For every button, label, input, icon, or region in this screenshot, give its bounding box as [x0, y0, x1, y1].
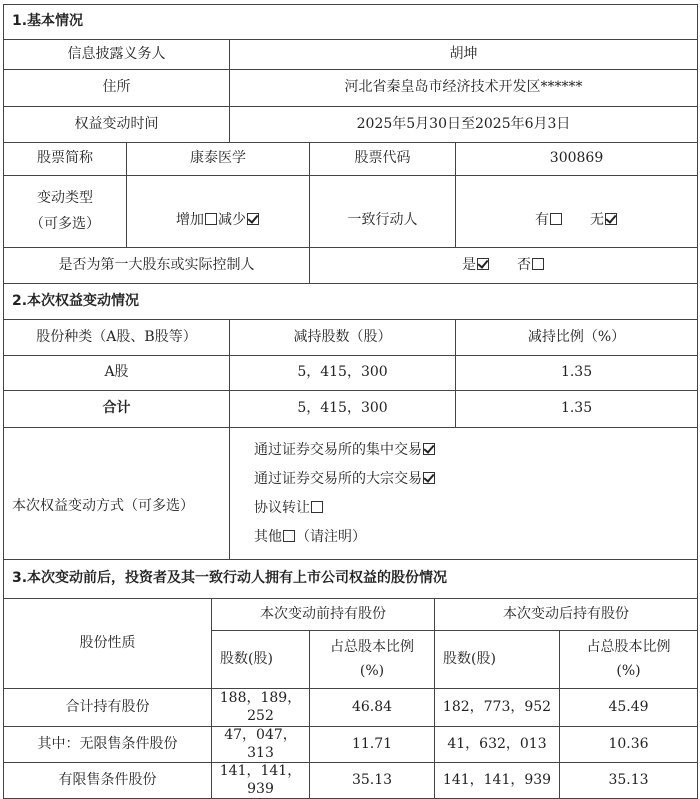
method-agreement-label: 协议转让	[254, 499, 310, 516]
stock-code-label: 股票代码	[310, 143, 456, 176]
method-agreement	[234, 494, 693, 523]
method-centralized	[234, 436, 693, 465]
after-shares: 41，632，013	[435, 727, 560, 763]
after-ratio: 10.36	[560, 727, 698, 763]
method-options	[230, 428, 698, 560]
method-other-label: 其他	[254, 528, 282, 545]
table-row	[4, 763, 698, 799]
col-reduced-ratio: 减持比例（%）	[456, 320, 698, 356]
table-row	[4, 727, 698, 763]
before-ratio-header	[310, 631, 435, 689]
method-label: 本次权益变动方式（可多选）	[4, 428, 230, 560]
after-shares: 141，141，939	[435, 763, 560, 799]
ctrl-yes-label: 是	[462, 256, 477, 273]
method-centralized-label: 通过证券交易所的集中交易	[254, 441, 422, 458]
before-label: 本次变动前持有股份	[212, 599, 435, 631]
before-ratio: 11.71	[310, 727, 435, 763]
method-other-checkbox[interactable]	[283, 530, 295, 542]
method-other-note: （请注明）	[296, 528, 366, 545]
section-2-title: 2.本次权益变动情况	[4, 284, 698, 320]
change-type-label	[4, 176, 127, 248]
obligor-label: 信息披露义务人	[4, 40, 230, 70]
disclosure-document	[3, 4, 697, 799]
method-agreement-checkbox[interactable]	[311, 501, 323, 513]
concert-options	[456, 176, 698, 248]
row-reduced-ratio: 1.35	[456, 356, 698, 391]
increase-checkbox[interactable]	[205, 213, 217, 225]
table-row	[4, 689, 698, 727]
row-reduced-shares: 5，415，300	[230, 356, 456, 391]
method-block	[234, 465, 693, 494]
after-ratio-header	[560, 631, 698, 689]
row-share-type: A股	[4, 356, 230, 391]
stock-name-value: 康泰医学	[127, 143, 310, 176]
disclosure-table	[3, 4, 698, 799]
total-label: 合计	[4, 391, 230, 428]
after-ratio: 35.13	[560, 763, 698, 799]
total-reduced-ratio: 1.35	[456, 391, 698, 428]
address-value: 河北省秦皇岛市经济技术开发区******	[230, 70, 698, 107]
before-shares: 47，047，313	[212, 727, 310, 763]
change-type-label-line2: （可多选）	[30, 215, 100, 232]
stock-name-label: 股票简称	[4, 143, 127, 176]
concert-yes-label: 有	[535, 211, 550, 228]
method-centralized-checkbox[interactable]	[423, 443, 435, 455]
row-label: 其中：无限售条件股份	[4, 727, 212, 763]
decrease-label: 减少	[218, 211, 246, 228]
after-ratio-header-line1: 占总股本比例	[586, 639, 671, 655]
after-shares: 182，773，952	[435, 689, 560, 727]
after-shares-header: 股数(股)	[435, 631, 560, 689]
increase-label: 增加	[176, 211, 204, 228]
address-label: 住所	[4, 70, 230, 107]
period-label: 权益变动时间	[4, 107, 230, 143]
change-type-label-line1: 变动类型	[37, 190, 93, 206]
decrease-checkbox[interactable]	[247, 213, 259, 225]
period-value: 2025年5月30日至2025年6月3日	[230, 107, 698, 143]
change-type-options	[127, 176, 310, 248]
controller-label: 是否为第一大股东或实际控制人	[4, 248, 310, 284]
method-block-checkbox[interactable]	[423, 472, 435, 484]
section-3-title: 3.本次变动前后，投资者及其一致行动人拥有上市公司权益的股份情况	[4, 560, 698, 599]
col-reduced-shares: 减持股数（股）	[230, 320, 456, 356]
section-1-title: 1.基本情况	[4, 5, 698, 40]
obligor-value: 胡坤	[230, 40, 698, 70]
stock-code-value: 300869	[456, 143, 698, 176]
before-ratio: 46.84	[310, 689, 435, 727]
method-other	[234, 523, 693, 552]
concert-label: 一致行动人	[310, 176, 456, 248]
concert-no-label: 无	[590, 211, 605, 228]
total-reduced-shares: 5，415，300	[230, 391, 456, 428]
before-ratio-header-line2: (%)	[359, 662, 385, 679]
method-block-label: 通过证券交易所的大宗交易	[254, 470, 422, 487]
nature-label: 股份性质	[4, 599, 212, 689]
before-shares-header: 股数(股)	[212, 631, 310, 689]
concert-no-checkbox[interactable]	[605, 213, 617, 225]
row-label: 合计持有股份	[4, 689, 212, 727]
ctrl-no-checkbox[interactable]	[532, 258, 544, 270]
before-ratio-header-line1: 占总股本比例	[330, 639, 414, 655]
after-ratio: 45.49	[560, 689, 698, 727]
row-label: 有限售条件股份	[4, 763, 212, 799]
controller-options	[310, 248, 698, 284]
col-share-type: 股份种类（A股、B股等）	[4, 320, 230, 356]
after-label: 本次变动后持有股份	[435, 599, 698, 631]
after-ratio-header-line2: (%)	[616, 662, 641, 679]
ctrl-no-label: 否	[517, 256, 532, 273]
before-shares: 141，141，939	[212, 763, 310, 799]
before-shares: 188，189，252	[212, 689, 310, 727]
concert-yes-checkbox[interactable]	[550, 213, 562, 225]
ctrl-yes-checkbox[interactable]	[477, 258, 489, 270]
before-ratio: 35.13	[310, 763, 435, 799]
